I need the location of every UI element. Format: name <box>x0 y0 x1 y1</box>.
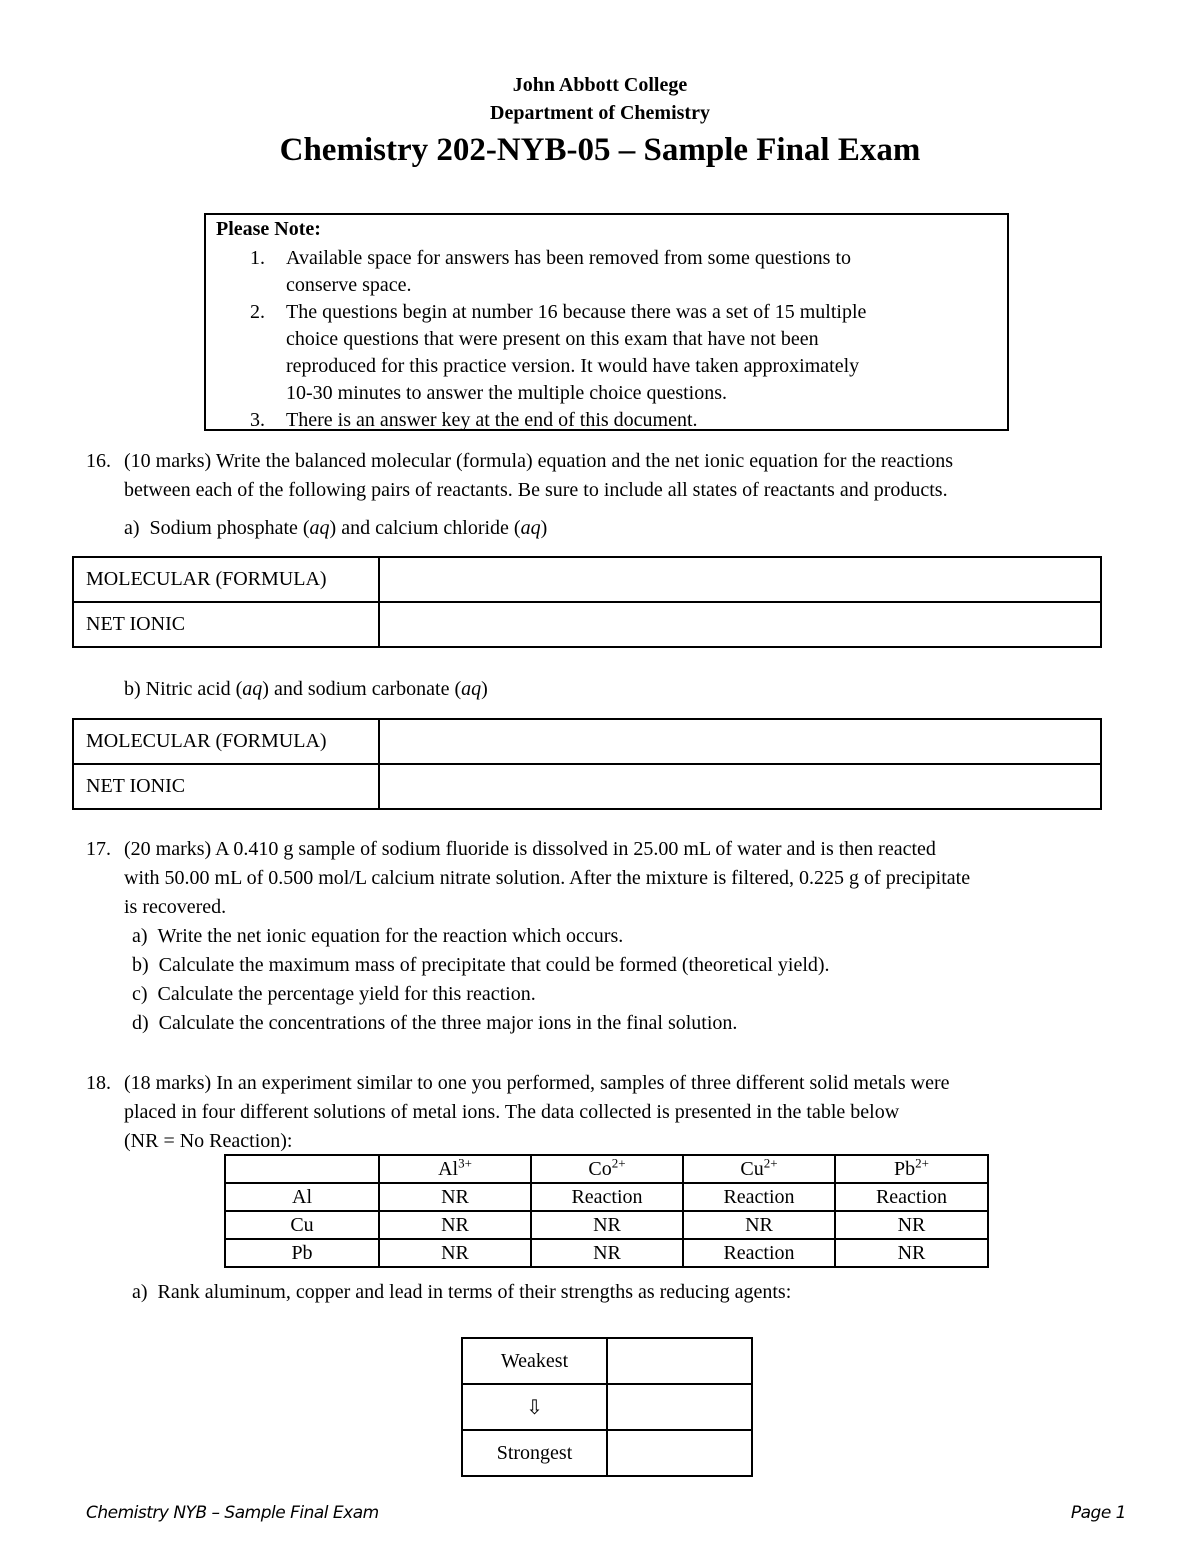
ranking-table <box>461 1337 753 1477</box>
page-title: Chemistry 202-NYB-05 – Sample Final Exam <box>279 132 921 168</box>
answer-cell[interactable] <box>379 764 1101 809</box>
answer-cell[interactable] <box>607 1338 752 1384</box>
note-box <box>204 213 1009 431</box>
question-17: 17. (20 marks) A 0.410 g sample of sodium fluoride is dissolved in 25.00 mL of water and is then reacted with 50.00 mL of 0.500 mol/L calcium nitrate solution. After the mixture is filtered, 0.225 g of precipitate is recovered. a) Write the net ionic equation for the reaction which occurs. b) Calculate the maximum mass of precipitate that could be formed (theoretical yield). c) Calculate the percentage yield for this reaction. d) Calculate the concentrations of the three major ions in the final solution. <box>86 838 971 1034</box>
question-16: 16. (10 marks) Write the balanced molecular (formula) equation and the net ionic equation for the reactions between each of the following pairs of reactants. Be sure to include all states of reactants and products. <box>86 450 954 501</box>
page-number: Page 1 <box>1070 1503 1126 1523</box>
table-row: Cu NR NR NR NR <box>225 1211 988 1239</box>
weakest-label: Weakest <box>462 1338 607 1384</box>
row-label: NET IONIC <box>73 602 379 647</box>
note-heading: Please Note: <box>216 218 321 240</box>
question-16b: b) Nitric acid (aq) and sodium carbonate (aq) <box>124 678 488 700</box>
answer-cell[interactable] <box>379 719 1101 764</box>
row-label: NET IONIC <box>73 764 379 809</box>
question-18a: a) Rank aluminum, copper and lead in terms of their strengths as reducing agents: <box>132 1281 792 1303</box>
answer-table-16b <box>72 718 1102 810</box>
answer-table-16a <box>72 556 1102 648</box>
question-18: 18. (18 marks) In an experiment similar to one you performed, samples of three different solid metals were placed in four different solutions of metal ions. The data collected is presented in the table below (NR = No Reaction): <box>86 1072 950 1152</box>
note-item-2: 2. The questions begin at number 16 because there was a set of 15 multiple choice questions that were present on this exam that have not been reproduced for this practice version. It would have taken approximately 10-30 minutes to answer the multiple choice questions. <box>250 301 867 404</box>
down-arrow-icon: ⇩ <box>462 1384 607 1430</box>
answer-cell[interactable] <box>379 602 1101 647</box>
department-name: Department of Chemistry <box>490 102 710 124</box>
answer-cell[interactable] <box>379 557 1101 602</box>
row-label: MOLECULAR (FORMULA) <box>73 719 379 764</box>
reaction-table: $Al^{3+}$ $Co^{2+}$ $Cu^{2+}$ $Pb^{2+}$ Al NR Reaction Reaction Reaction Cu NR NR NR NR Pb NR NR Reaction NR <box>224 1154 989 1268</box>
strongest-label: Strongest <box>462 1430 607 1476</box>
college-name: John Abbott College <box>512 74 688 96</box>
note-item-3: 3. There is an answer key at the end of this document. <box>250 409 698 431</box>
answer-cell[interactable] <box>607 1430 752 1476</box>
table-row: Al NR Reaction Reaction Reaction <box>225 1183 988 1211</box>
footer-title: Chemistry NYB – Sample Final Exam <box>86 1503 379 1523</box>
answer-cell[interactable] <box>607 1384 752 1430</box>
table-row: Pb NR NR Reaction NR <box>225 1239 988 1267</box>
question-16a: a) Sodium phosphate (aq) and calcium chloride (aq) <box>124 517 548 539</box>
row-label: MOLECULAR (FORMULA) <box>73 557 379 602</box>
note-item-1: 1. Available space for answers has been removed from some questions to conserve space. <box>250 247 852 296</box>
